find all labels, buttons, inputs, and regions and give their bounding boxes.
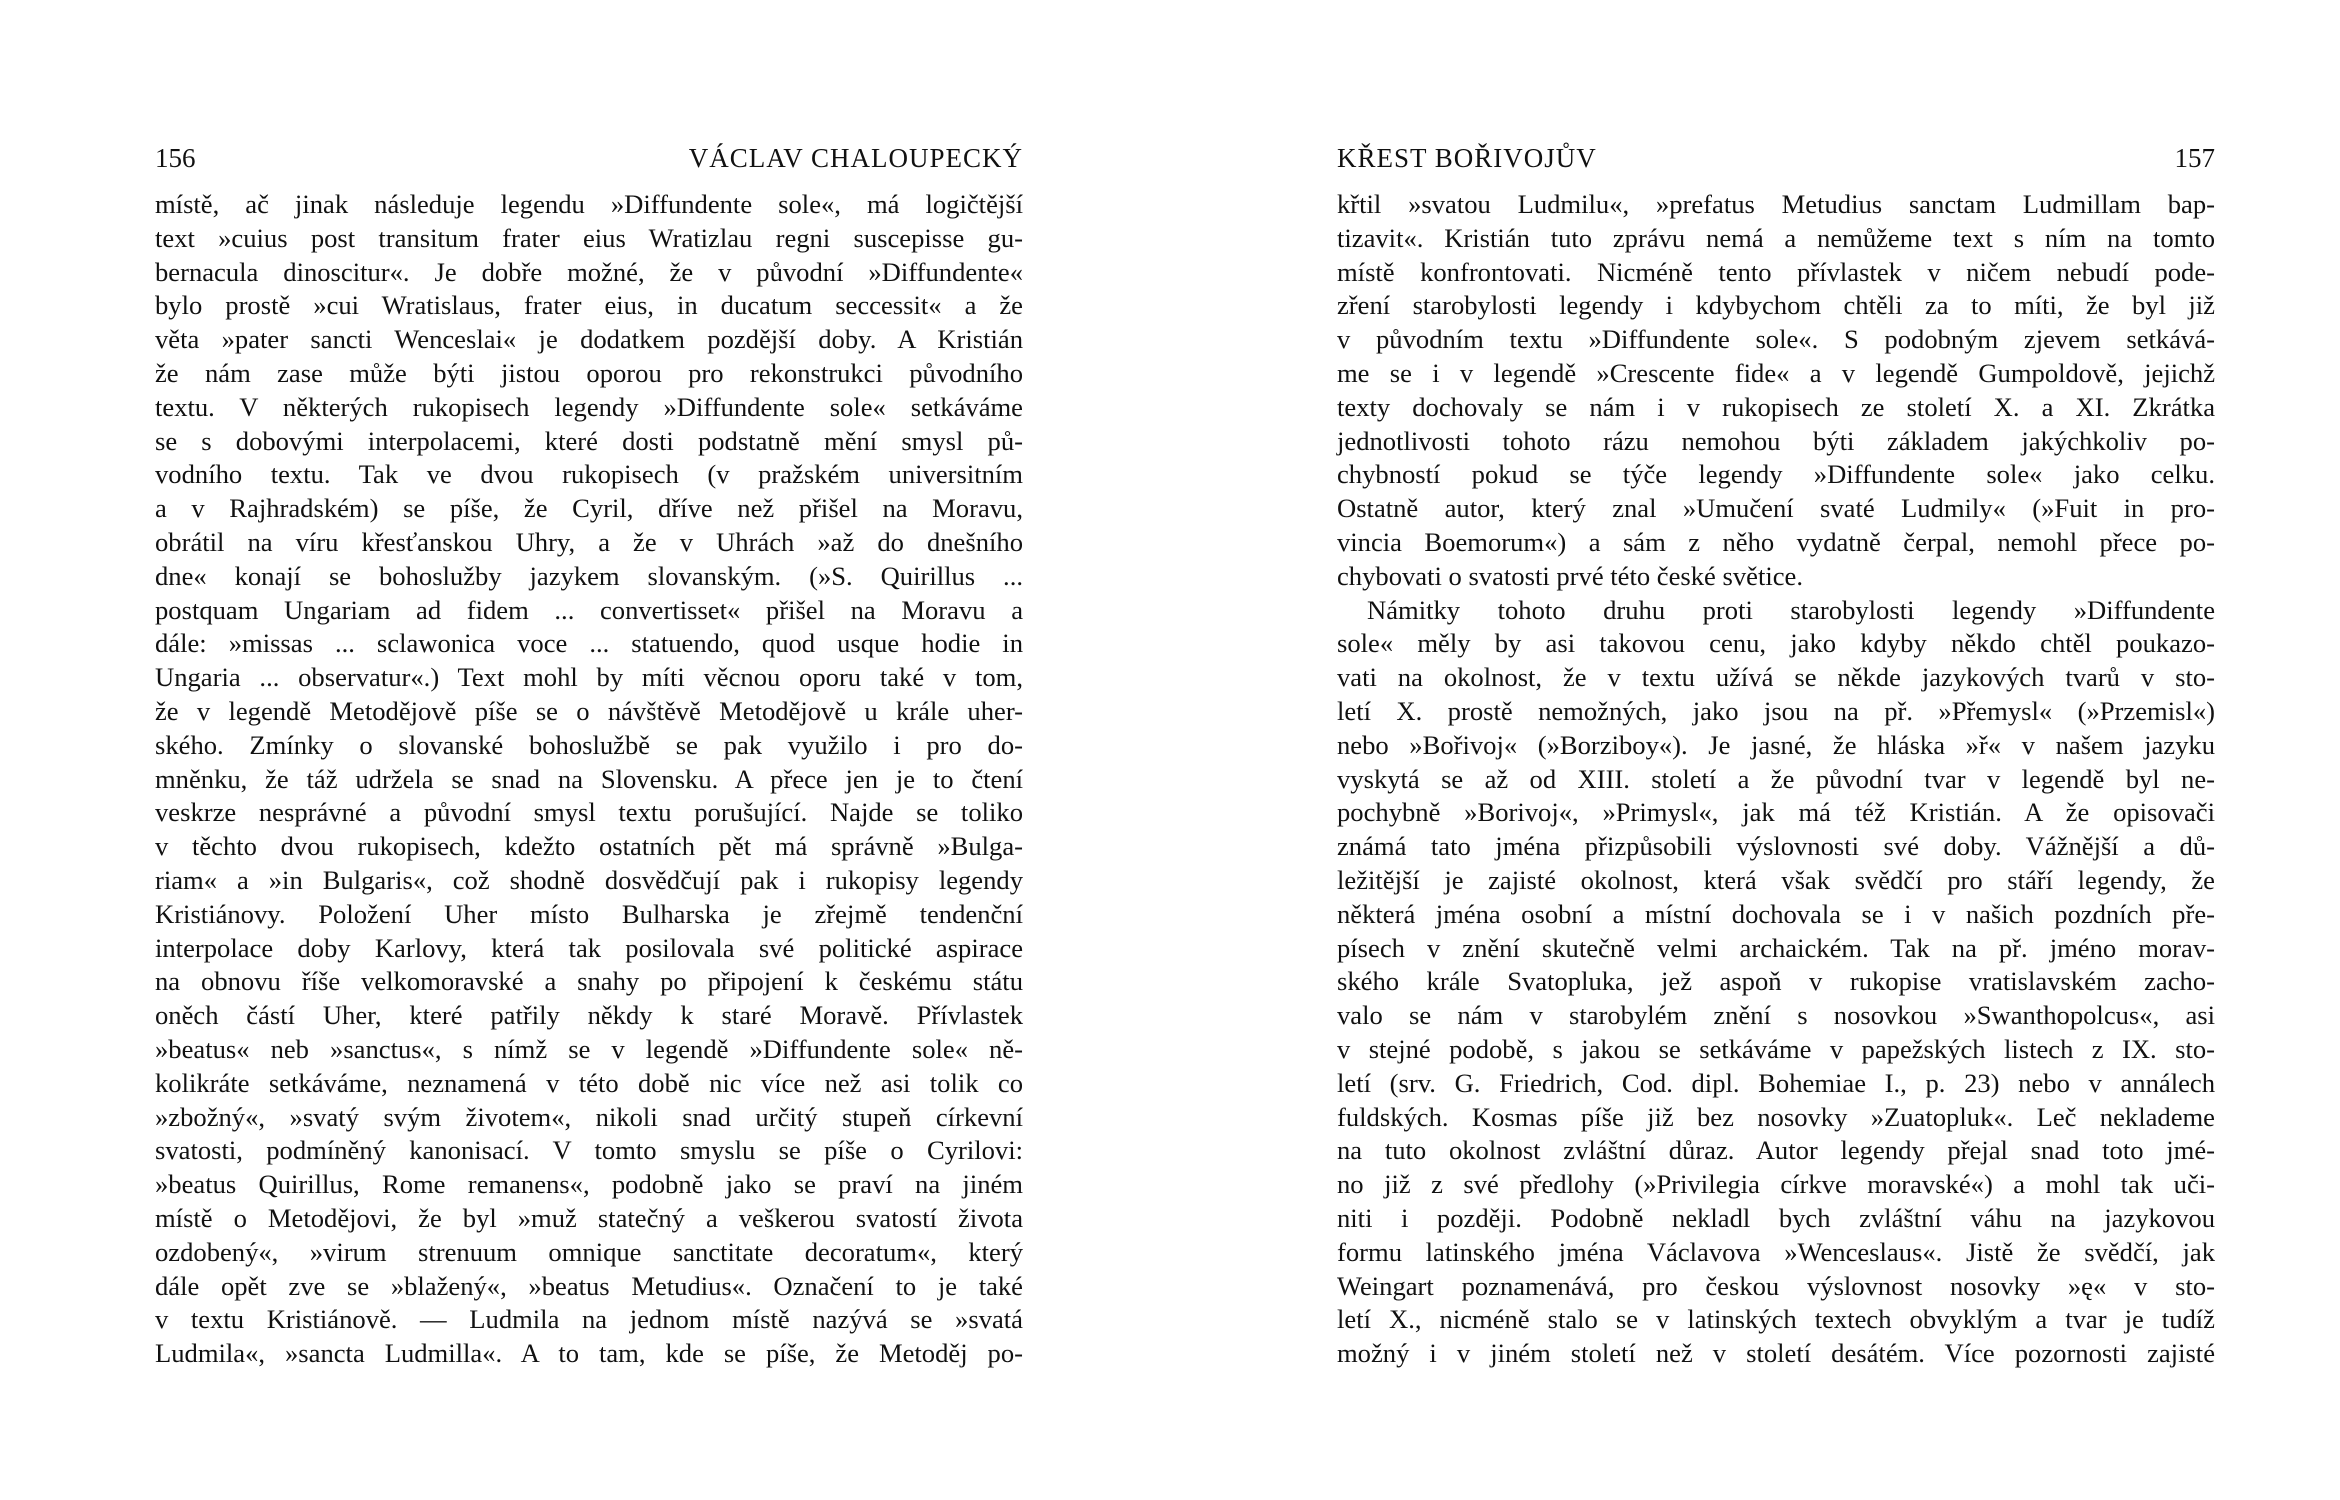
text-line: kolikráte setkáváme, neznamená v této době nic více než asi tolik co xyxy=(155,1067,1023,1098)
text-line: dále: »missas ... sclawonica voce ... statuendo, quod usque hodie in xyxy=(155,628,1023,659)
text-line: veskrze nesprávné a původní smysl textu porušující. Najde se toliko xyxy=(155,797,1023,828)
text-line: oněch částí Uher, které patřily někdy k staré Moravě. Přívlastek xyxy=(155,1000,1023,1031)
text-line: vati na okolnost, že v textu užívá se někde jazykových tvarů v sto- xyxy=(1337,662,2215,693)
text-line: vyskytá se až od XIII. století a že původní tvar v legendě byl ne- xyxy=(1337,763,2215,794)
text-line: místě, ač jinak následuje legendu »Diffundente sole«, má logičtější xyxy=(155,189,1023,219)
text-line: vincia Boemorum«) a sám z něho vydatně čerpal, nemohl přece po- xyxy=(1337,526,2215,557)
text-line: »beatus« neb »sanctus«, s nímž se v legendě »Diffundente sole« ně- xyxy=(155,1033,1023,1064)
text-line: me se i v legendě »Crescente fide« a v legendě Gumpoldově, jejichž xyxy=(1337,357,2215,388)
text-line: ozdobený«, »virum strenuum omnique sanctitate decoratum«, který xyxy=(155,1236,1023,1267)
text-line: v stejné podobě, s jakou se setkáváme v papežských listech z IX. sto- xyxy=(1337,1033,2215,1064)
left-body-text xyxy=(155,188,1023,1371)
text-line: ského krále Svatopluka, jež aspoň v rukopise vratislavském zacho- xyxy=(1337,966,2215,997)
text-line: chybností pokud se týče legendy »Diffundente sole« jako celku. xyxy=(1337,459,2215,490)
text-line: Ludmila«, »sancta Ludmilla«. A to tam, kde se píše, že Metoděj po- xyxy=(155,1338,1023,1369)
text-line: možný i v jiném století než v století desátém. Více pozornosti zajisté xyxy=(1337,1338,2215,1369)
text-line: mněnku, že táž udržela se snad na Slovensku. A přece jen je to čtení xyxy=(155,763,1023,794)
text-line: Ostatně autor, který znal »Umučení svaté Ludmily« (»Fuit in pro- xyxy=(1337,493,2215,524)
text-line: letí X., nicméně stalo se v latinských textech obvyklým a tvar je tudíž xyxy=(1337,1304,2215,1335)
text-line: obrátil na víru křesťanskou Uhry, a že v Uhrách »až do dnešního xyxy=(155,526,1023,557)
running-head-right: KŘEST BOŘIVOJŮV xyxy=(1337,143,1597,173)
right-body-text xyxy=(1337,188,2215,1371)
text-line: v původním textu »Diffundente sole«. S podobným zjevem setkává- xyxy=(1337,324,2215,355)
text-line: že v legendě Metodějově píše se o návštěvě Metodějově u krále uher- xyxy=(155,695,1023,726)
text-line: na obnovu říše velkomoravské a snahy po připojení k českému státu xyxy=(155,966,1023,997)
text-line: jednotlivosti tohoto rázu nemohou býti základem jakýchkoliv po- xyxy=(1337,425,2215,456)
text-line: dne« konají se bohoslužby jazykem slovanským. (»S. Quirillus ... xyxy=(155,560,1023,591)
text-line: Námitky tohoto druhu proti starobylosti legendy »Diffundente xyxy=(1367,594,2215,625)
text-line: známá tato jména přizpůsobili výslovnosti své doby. Vážnější a dů- xyxy=(1337,831,2215,862)
text-line: dále opět zve se »blažený«, »beatus Metudius«. Označení to je také xyxy=(155,1270,1023,1301)
text-line: zření starobylosti legendy i kdybychom chtěli za to míti, že byl již xyxy=(1337,290,2215,321)
text-line: že nám zase může býti jistou oporou pro rekonstrukci původního xyxy=(155,357,1023,388)
text-line: ležitější je zajisté okolnost, která však svědčí pro stáří legendy, že xyxy=(1337,864,2215,895)
text-line: svatosti, podmíněný kanonisací. V tomto smyslu se píše o Cyrilovi: xyxy=(155,1135,1023,1166)
right-page xyxy=(1170,0,2340,1500)
text-line: interpolace doby Karlovy, která tak posilovala své politické aspirace xyxy=(155,932,1023,963)
page-number-left: 156 xyxy=(155,143,196,173)
text-line: valo se nám v starobylém znění s nosovkou »Swanthopolcus«, asi xyxy=(1337,1000,2215,1031)
right-page-header xyxy=(1337,143,2215,183)
text-line: text »cuius post transitum frater eius Wratizlau regni suscepisse gu- xyxy=(155,222,1023,253)
text-line: na tuto okolnost zvláštní důraz. Autor legendy přejal snad toto jmé- xyxy=(1337,1135,2215,1166)
text-line: letí (srv. G. Friedrich, Cod. dipl. Bohemiae I., p. 23) nebo v annálech xyxy=(1337,1067,2215,1098)
text-line: »beatus Quirillus, Rome remanens«, podobně jako se praví na jiném xyxy=(155,1169,1023,1200)
text-line: chybovati o svatosti prvé této české světice. xyxy=(1337,560,1803,591)
text-line: bernacula dinoscitur«. Je dobře možné, že v původní »Diffundente« xyxy=(155,256,1023,287)
text-line: nebo »Bořivoj« (»Borziboy«). Je jasné, že hláska »ř« v našem jazyku xyxy=(1337,729,2215,760)
page-number-right: 157 xyxy=(2174,143,2215,173)
text-line: pochybně »Borivoj«, »Primysl«, jak má též Kristián. A že opisovači xyxy=(1337,797,2215,828)
text-line: riam« a »in Bulgaris«, což shodně dosvědčují pak i rukopisy legendy xyxy=(155,864,1023,895)
text-line: postquam Ungariam ad fidem ... convertisset« přišel na Moravu a xyxy=(155,594,1023,625)
left-page-header xyxy=(155,143,1023,183)
text-line: Weingart poznamenává, pro českou výslovnost nosovky »ę« v sto- xyxy=(1337,1270,2215,1301)
text-line: bylo prostě »cui Wratislaus, frater eius, in ducatum seccessit« a že xyxy=(155,290,1023,321)
text-line: »zbožný«, »svatý svým životem«, nikoli snad určitý stupeň církevní xyxy=(155,1101,1023,1132)
text-line: Ungaria ... observatur«.) Text mohl by míti věcnou oporu také v tom, xyxy=(155,662,1023,693)
text-line: letí X. prostě nemožných, jako jsou na př. »Přemysl« (»Przemisl«) xyxy=(1337,695,2215,726)
text-line: niti i později. Podobně nekladl bych zvláštní váhu na jazykovou xyxy=(1337,1202,2215,1233)
text-line: písech v znění skutečně velmi archaickém. Tak na př. jméno morav- xyxy=(1337,932,2215,963)
text-line: fuldských. Kosmas píše již bez nosovky »Zuatopluk«. Leč neklademe xyxy=(1337,1101,2215,1132)
text-line: Kristiánovy. Položení Uher místo Bulharska je zřejmě tendenční xyxy=(155,898,1023,929)
text-line: místě konfrontovati. Nicméně tento přívlastek v ničem nebudí pode- xyxy=(1337,256,2215,287)
text-line: věta »pater sancti Wenceslai« je dodatkem pozdější doby. A Kristián xyxy=(155,324,1023,355)
text-line: formu latinského jména Václavova »Wenceslaus«. Jistě že svědčí, jak xyxy=(1337,1236,2215,1267)
text-line: vodního textu. Tak ve dvou rukopisech (v pražském universitním xyxy=(155,459,1023,490)
text-line: no již z své předlohy (»Privilegia církve moravské«) a mohl tak uči- xyxy=(1337,1169,2215,1200)
text-line: křtil »svatou Ludmilu«, »prefatus Metudius sanctam Ludmillam bap- xyxy=(1337,189,2215,219)
running-head-left: VÁCLAV CHALOUPECKÝ xyxy=(688,143,1023,173)
text-line: v těchto dvou rukopisech, kdežto ostatních pět má správně »Bulga- xyxy=(155,831,1023,862)
text-line: sole« měly by asi takovou cenu, jako kdyby někdo chtěl poukazo- xyxy=(1337,628,2215,659)
text-line: se s dobovými interpolacemi, které dosti podstatně mění smysl pů- xyxy=(155,425,1023,456)
text-line: tizavit«. Kristián tuto zprávu nemá a nemůžeme text s ním na tomto xyxy=(1337,222,2215,253)
text-line: některá jména osobní a místní dochovala se i v našich pozdních pře- xyxy=(1337,898,2215,929)
text-line: ského. Zmínky o slovanské bohoslužbě se pak využilo i pro do- xyxy=(155,729,1023,760)
text-line: texty dochovaly se nám i v rukopisech ze století X. a XI. Zkrátka xyxy=(1337,391,2215,422)
text-line: textu. V některých rukopisech legendy »Diffundente sole« setkáváme xyxy=(155,391,1023,422)
text-line: a v Rajhradském) se píše, že Cyril, dříve než přišel na Moravu, xyxy=(155,493,1023,524)
text-line: v textu Kristiánově. — Ludmila na jednom místě nazývá se »svatá xyxy=(155,1304,1023,1335)
text-line: místě o Metodějovi, že byl »muž statečný a veškerou svatostí života xyxy=(155,1202,1023,1233)
